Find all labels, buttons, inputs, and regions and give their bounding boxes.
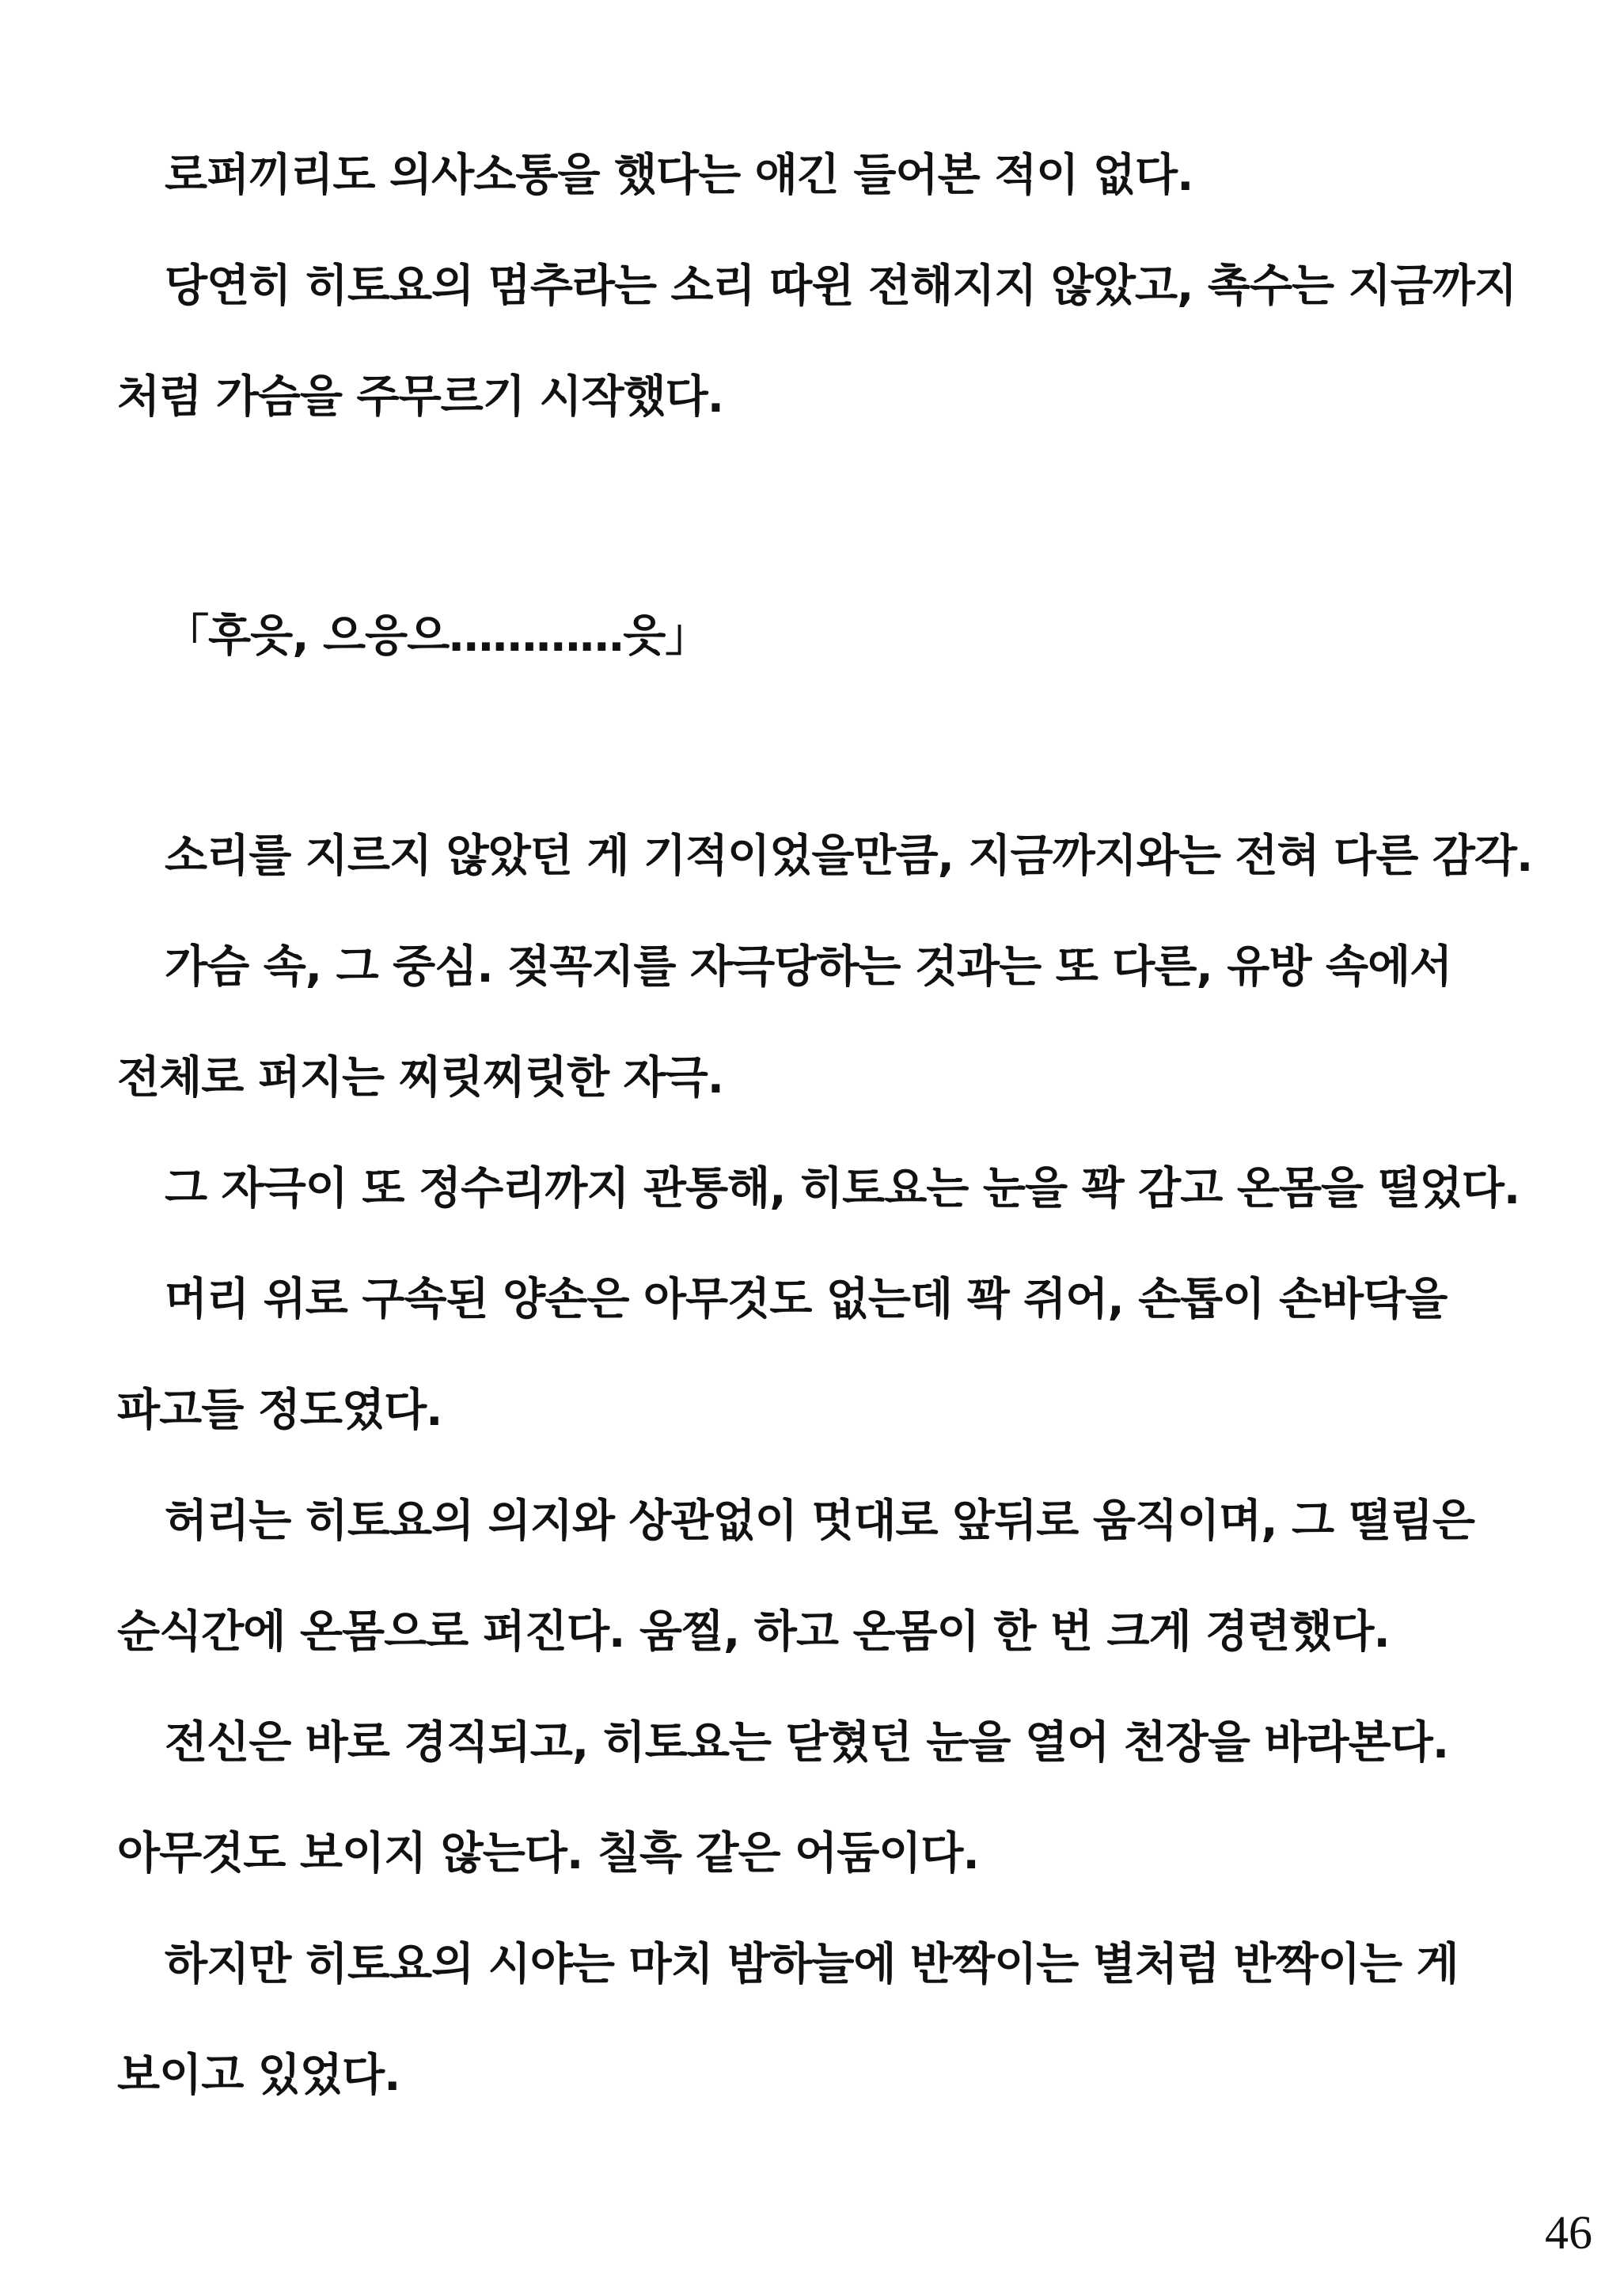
text-line: 당연히 히토요의 멈추라는 소리 따윈 전해지지 않았고, 촉수는 지금까지 (165, 260, 1517, 312)
dialogue-line: 「후읏, 으응으…………읏」 (165, 610, 709, 662)
text-line: 로퍼끼리도 의사소통을 했다는 얘긴 들어본 적이 없다. (165, 150, 1193, 201)
text-line: 허리는 히토요의 의지와 상관없이 멋대로 앞뒤로 움직이며, 그 떨림은 (165, 1495, 1474, 1547)
text-line: 전체로 퍼지는 찌릿찌릿한 자극. (117, 1052, 724, 1104)
text-line: 보이고 있었다. (117, 2050, 400, 2101)
text-line: 가슴 속, 그 중심. 젖꼭지를 자극당하는 것과는 또 다른, 유방 속에서 (165, 941, 1452, 993)
text-line: 머리 위로 구속된 양손은 아무것도 없는데 꽉 쥐어, 손톱이 손바닥을 (165, 1274, 1448, 1325)
text-line: 처럼 가슴을 주무르기 시작했다. (117, 371, 724, 423)
text-line: 소리를 지르지 않았던 게 기적이었을만큼, 지금까지와는 전혀 다른 감각. (165, 830, 1533, 882)
text-line: 그 자극이 또 정수리까지 관통해, 히토요는 눈을 꽉 감고 온몸을 떨었다. (165, 1163, 1520, 1214)
text-line: 하지만 히토요의 시야는 마치 밤하늘에 반짝이는 별처럼 반짝이는 게 (165, 1939, 1459, 1990)
text-line: 순식간에 온몸으로 퍼진다. 움찔, 하고 온몸이 한 번 크게 경련했다. (117, 1606, 1390, 1658)
text-line: 전신은 바로 경직되고, 히토요는 닫혔던 눈을 열어 천장을 바라본다. (165, 1717, 1449, 1769)
text-line: 파고들 정도였다. (117, 1385, 442, 1436)
text-line: 아무것도 보이지 않는다. 칠흑 같은 어둠이다. (117, 1828, 979, 1879)
page-number: 46 (1545, 2206, 1592, 2259)
